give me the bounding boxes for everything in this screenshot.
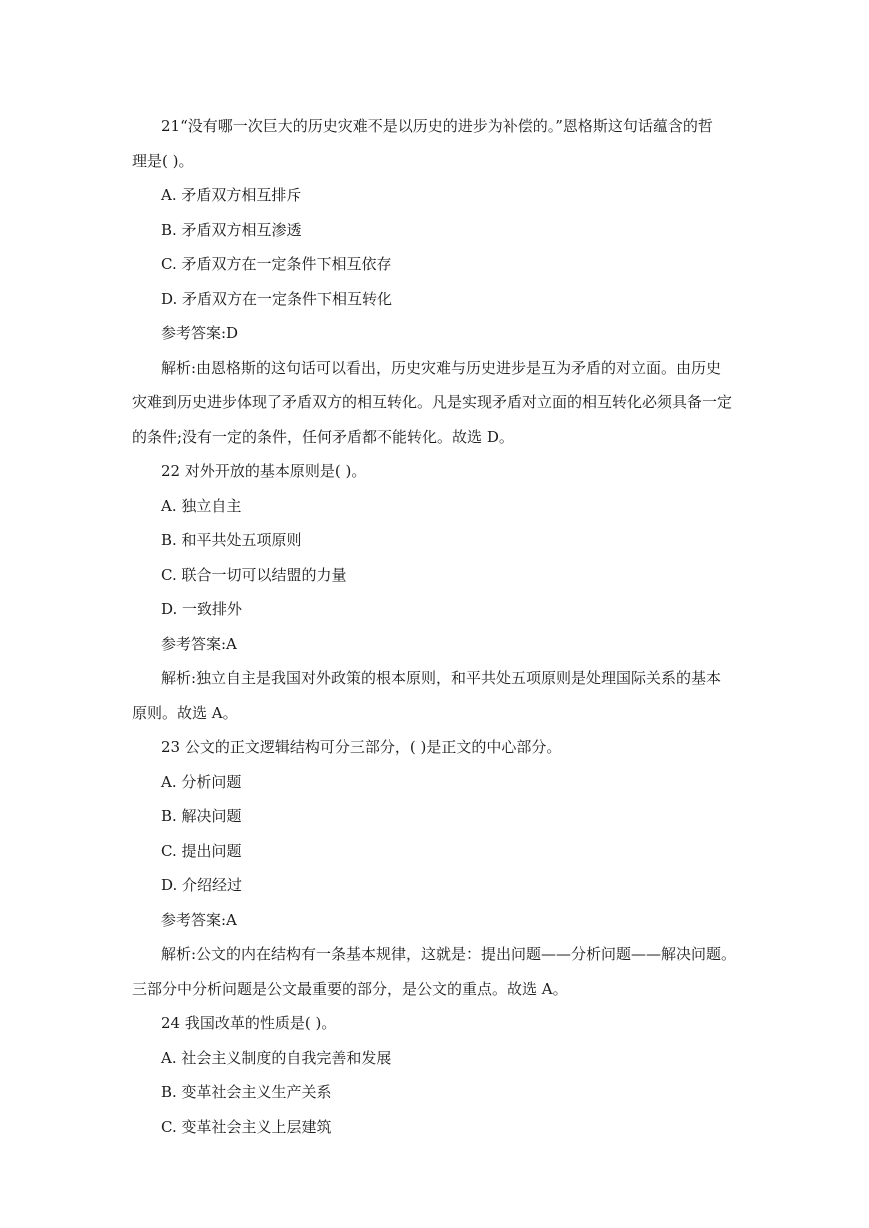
option-c: C. 提出问题	[161, 841, 242, 860]
option-b: B. 矛盾双方相互渗透	[161, 220, 302, 239]
reference-answer: 参考答案:A	[161, 634, 237, 653]
explanation-text: 解析:由恩格斯的这句话可以看出，历史灾难与历史进步是互为矛盾的对立面。由历史	[161, 358, 722, 377]
explanation-text: 灾难到历史进步体现了矛盾双方的相互转化。凡是实现矛盾对立面的相互转化必须具备一定	[132, 393, 733, 411]
explanation-text: 解析:公文的内在结构有一条基本规律，这就是：提出问题——分析问题——解决问题。	[161, 945, 737, 963]
option-b: B. 和平共处五项原则	[161, 531, 302, 549]
option-d: D. 介绍经过	[161, 876, 243, 894]
question-text: 21“没有哪一次巨大的历史灾难不是以历史的进步为补偿的。”恩格斯这句话蕴含的哲	[161, 117, 713, 135]
reference-answer: 参考答案:D	[161, 324, 239, 342]
option-a: A. 分析问题	[161, 772, 242, 791]
reference-answer: 参考答案:A	[161, 910, 237, 929]
option-a: A. 矛盾双方相互排斥	[161, 186, 302, 204]
option-d: D. 一致排外	[161, 600, 243, 618]
question-block	[132, 730, 740, 1006]
option-c: C. 联合一切可以结盟的力量	[161, 565, 347, 584]
question-text: 22 对外开放的基本原则是( )。	[161, 462, 367, 480]
question-block	[132, 454, 740, 730]
explanation-text: 解析:独立自主是我国对外政策的根本原则，和平共处五项原则是处理国际关系的基本	[161, 669, 722, 687]
option-a: A. 社会主义制度的自我完善和发展	[161, 1048, 392, 1067]
explanation-text: 原则。故选 A。	[132, 703, 238, 722]
option-b: B. 变革社会主义生产关系	[161, 1083, 332, 1101]
question-block	[132, 109, 740, 454]
option-c: C. 变革社会主义上层建筑	[161, 1117, 332, 1136]
explanation-text: 三部分中分析问题是公文最重要的部分，是公文的重点。故选 A。	[132, 979, 568, 998]
question-text: 23 公文的正文逻辑结构可分三部分，( )是正文的中心部分。	[161, 738, 562, 756]
question-text: 理是( )。	[132, 151, 194, 170]
option-a: A. 独立自主	[161, 496, 242, 515]
option-b: B. 解决问题	[161, 807, 242, 825]
explanation-text: 的条件;没有一定的条件，任何矛盾都不能转化。故选 D。	[132, 427, 514, 446]
document-body	[132, 109, 740, 1144]
question-text: 24 我国改革的性质是( )。	[161, 1014, 337, 1032]
question-block	[132, 1006, 740, 1144]
option-c: C. 矛盾双方在一定条件下相互依存	[161, 255, 392, 273]
option-d: D. 矛盾双方在一定条件下相互转化	[161, 289, 393, 308]
